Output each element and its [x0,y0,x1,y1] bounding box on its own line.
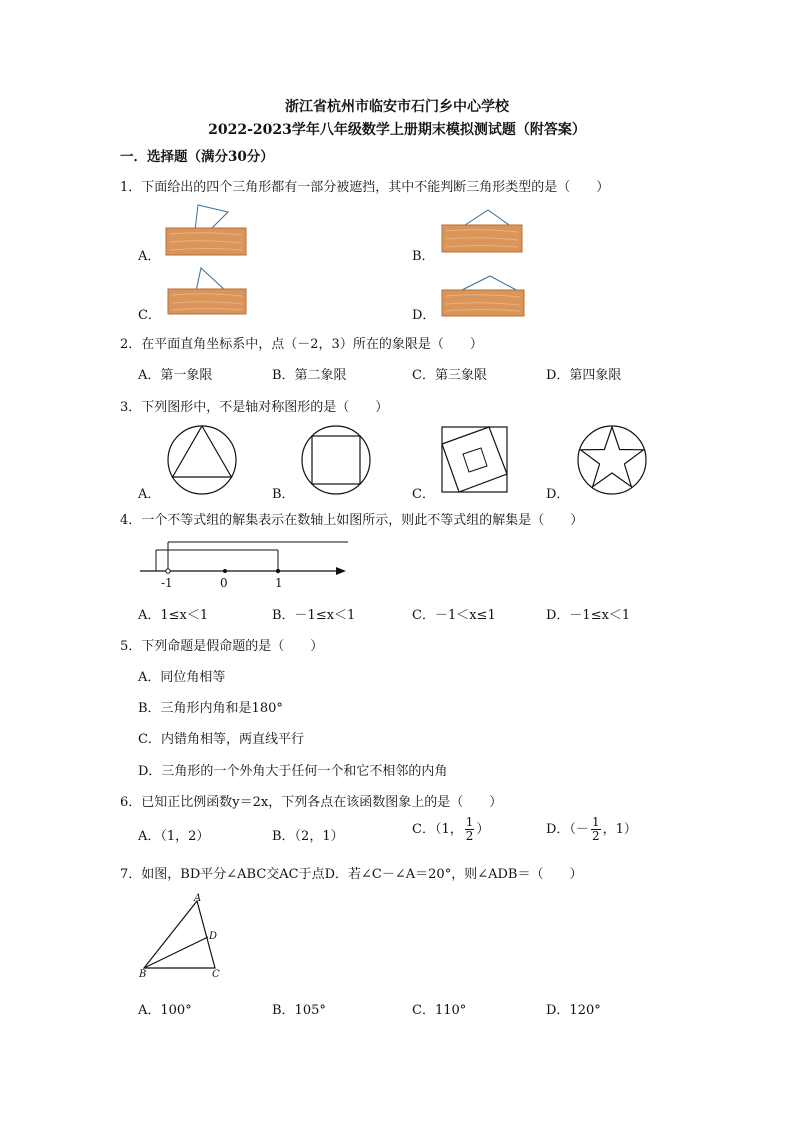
q4-axis-label-0: 0 [220,576,228,590]
q7-label-d: D [209,931,218,942]
q7-option-b: B．105° [272,1003,326,1018]
q3-figure-circle-triangle [166,424,238,496]
q1-option-d-label: D． [412,308,436,323]
question-2-stem: 2．在平面直角坐标系中，点（－2，3）所在的象限是（ ） [120,337,483,352]
document-subtitle: 2022-2023学年八年级数学上册期末模拟测试题（附答案） [208,122,586,138]
q6-d-numerator: 1 [591,815,600,829]
q6-option-d-fraction [591,816,601,843]
q6-option-c [412,816,489,843]
q2-option-a: A．第一象限 [138,368,213,383]
q7-option-a: A．100° [138,1003,192,1018]
q6-option-d-suffix: ，1） [602,822,637,837]
section-heading: 一．选择题（满分30分） [120,149,274,165]
q2-option-b: B．第二象限 [272,368,347,383]
q3-figure-circle-star [576,424,648,496]
q2-option-c: C．第三象限 [412,368,487,383]
q4-option-b: B．－1≤x＜1 [272,608,356,623]
question-1-stem: 1．下面给出的四个三角形都有一部分被遮挡，其中不能判断三角形类型的是（ ） [120,180,610,195]
q1-figure-b [440,205,530,255]
q6-option-d [546,816,637,843]
q6-option-c-prefix: C．（1， [412,822,463,837]
q7-label-b: B [139,969,147,980]
q3-option-a-label: A． [138,487,161,502]
q6-option-c-fraction [465,816,475,843]
q3-option-c-label: C． [412,487,435,502]
q1-figure-a [160,200,255,260]
q7-label-c: C [212,969,220,980]
question-7-stem: 7．如图，BD平分∠ABC交AC于点D．若∠C－∠A＝20°，则∠ADB＝（ ） [120,867,583,882]
q5-option-c: C．内错角相等，两直线平行 [138,732,304,747]
q7-option-c: C．110° [412,1003,467,1018]
q3-option-b-label: B． [272,487,295,502]
q4-axis-label-neg1: -1 [161,576,173,590]
q6-option-b: B．（2，1） [272,829,344,844]
q6-c-denominator: 2 [465,829,474,843]
q1-option-c-label: C． [138,308,161,323]
q7-triangle-figure [136,893,236,983]
q6-option-d-prefix: D．（－ [546,822,589,837]
q3-figure-square-pinwheel [441,426,509,494]
question-4-stem: 4．一个不等式组的解集表示在数轴上如图所示，则此不等式组的解集是（ ） [120,513,584,528]
q5-option-a: A．同位角相等 [138,670,226,685]
q6-d-denominator: 2 [591,829,600,843]
q6-c-numerator: 1 [465,815,474,829]
q1-option-b-label: B． [412,249,435,264]
q5-option-d: D．三角形的一个外角大于任何一个和它不相邻的内角 [138,764,448,779]
q4-option-c: C．－1＜x≤1 [412,608,496,623]
q7-label-a: A [194,893,202,904]
question-6-stem: 6．已知正比例函数y＝2x，下列各点在该函数图象上的是（ ） [120,795,503,810]
q6-option-c-suffix: ） [476,822,490,837]
question-5-stem: 5．下列命题是假命题的是（ ） [120,639,324,654]
q1-figure-c [164,264,254,318]
q1-option-a-label: A． [138,249,161,264]
q1-figure-d [440,270,530,320]
q7-option-d: D．120° [546,1003,601,1018]
q3-figure-circle-square [300,424,372,496]
q5-option-b: B．三角形内角和是180° [138,701,283,716]
q3-option-d-label: D． [546,487,570,502]
question-3-stem: 3．下列图形中，不是轴对称图形的是（ ） [120,400,389,415]
q2-option-d: D．第四象限 [546,368,622,383]
document-title: 浙江省杭州市临安市石门乡中心学校 [285,99,509,115]
q6-option-a: A．（1，2） [138,829,210,844]
q4-option-d: D．－1≤x＜1 [546,608,631,623]
q4-option-a: A．1≤x＜1 [138,608,209,623]
q4-axis-label-1: 1 [275,576,283,590]
